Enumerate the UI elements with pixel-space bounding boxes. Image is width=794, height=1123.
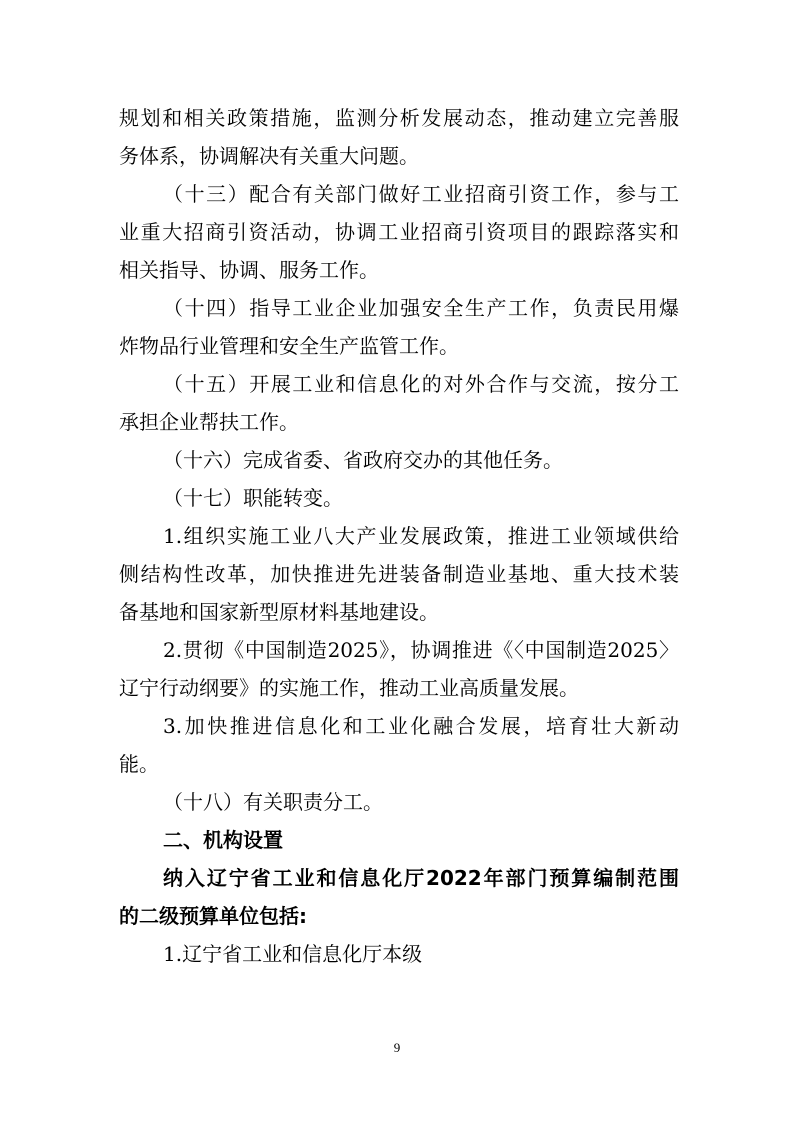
paragraph-line: 相关指导、协调、服务工作。: [119, 258, 379, 282]
paragraph-line: 2.贯彻《中国制造2025》，协调推进《〈中国制造2025〉: [163, 638, 679, 662]
bold-paragraph-line: 纳入辽宁省工业和信息化厅2022年部门预算编制范围: [163, 866, 679, 890]
list-item: 1.辽宁省工业和信息化厅本级: [163, 942, 423, 966]
paragraph-line: 辽宁行动纲要》的实施工作，推动工业高质量发展。: [119, 676, 579, 700]
paragraph-line: （十六）完成省委、省政府交办的其他任务。: [163, 448, 563, 472]
paragraph-line: 1.组织实施工业八大产业发展政策，推进工业领域供给: [163, 524, 679, 548]
page-number: 9: [393, 1040, 401, 1055]
paragraph-line: （十七）职能转变。: [163, 486, 343, 510]
paragraph-line: （十四）指导工业企业加强安全生产工作，负责民用爆: [163, 296, 679, 320]
paragraph-line: （十三）配合有关部门做好工业招商引资工作，参与工: [163, 182, 679, 206]
section-heading: 二、机构设置: [163, 828, 283, 852]
paragraph-line: 炸物品行业管理和安全生产监管工作。: [119, 334, 459, 358]
bold-paragraph-line: 的二级预算单位包括:: [119, 904, 307, 928]
paragraph-line: 规划和相关政策措施，监测分析发展动态，推动建立完善服: [119, 106, 679, 130]
paragraph-line: 业重大招商引资活动，协调工业招商引资项目的跟踪落实和: [119, 220, 679, 244]
paragraph-line: 能。: [119, 752, 159, 776]
paragraph-line: 3.加快推进信息化和工业化融合发展，培育壮大新动: [163, 714, 679, 738]
paragraph-line: 务体系，协调解决有关重大问题。: [119, 144, 419, 168]
paragraph-line: 承担企业帮扶工作。: [119, 410, 299, 434]
paragraph-line: （十八）有关职责分工。: [163, 790, 383, 814]
paragraph-line: （十五）开展工业和信息化的对外合作与交流，按分工: [163, 372, 679, 396]
paragraph-line: 侧结构性改革，加快推进先进装备制造业基地、重大技术装: [119, 562, 679, 586]
paragraph-line: 备基地和国家新型原材料基地建设。: [119, 600, 439, 624]
